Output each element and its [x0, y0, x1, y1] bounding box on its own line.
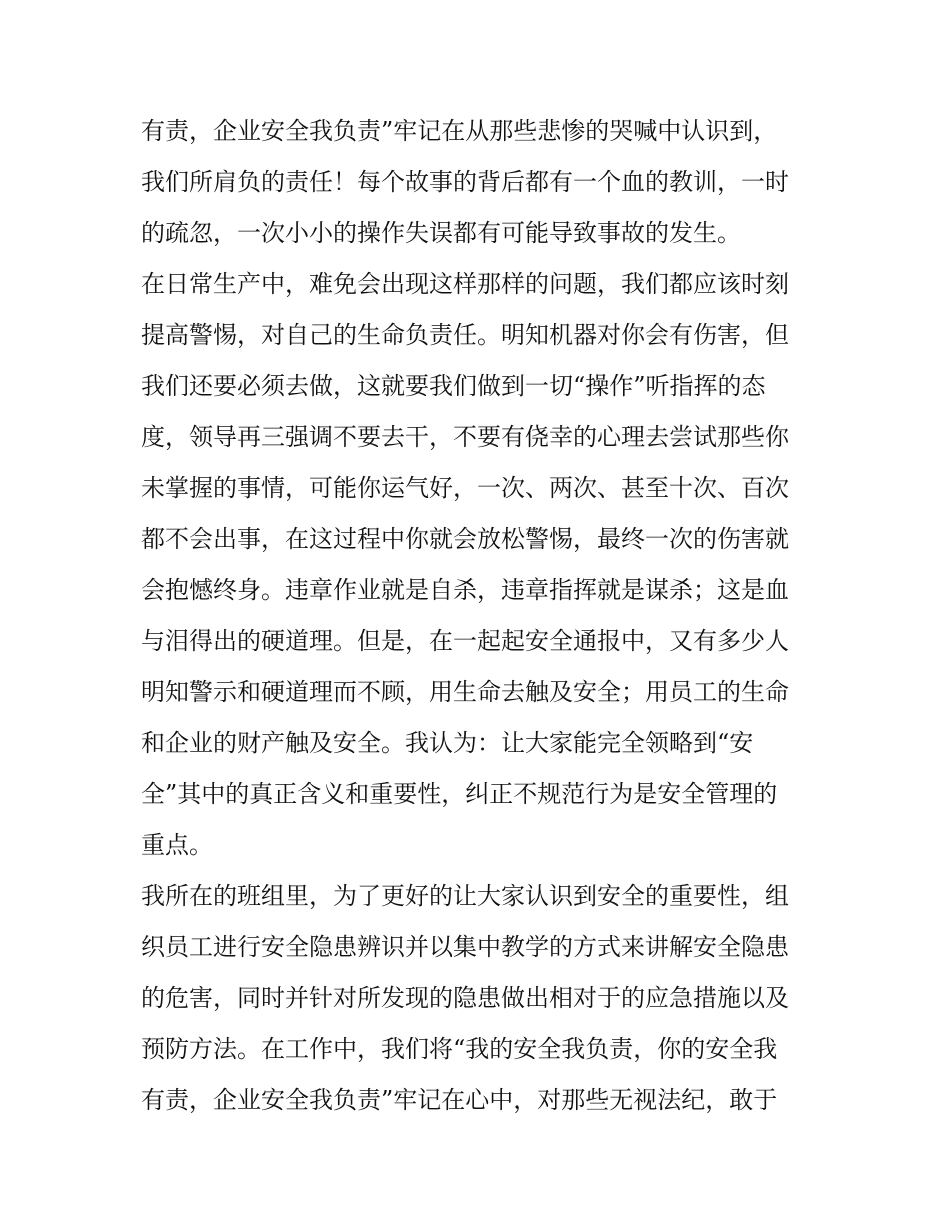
- text-line: 在日常生产中，难免会出现这样那样的问题，我们都应该时刻: [141, 270, 789, 298]
- text-line: 会抱憾终身。违章作业就是自杀，违章指挥就是谋杀；这是血: [141, 576, 789, 604]
- text-line: 和企业的财产触及安全。我认为：让大家能完全领略到“安: [141, 729, 754, 757]
- body-text: [141, 106, 821, 1126]
- text-line: 明知警示和硬道理而不顾，用生命去触及安全；用员工的生命: [141, 678, 789, 706]
- text-line: 我们还要必须去做，这就要我们做到一切“操作”听指挥的态: [141, 372, 766, 400]
- text-line: 度，领导再三强调不要去干，不要有侥幸的心理去尝试那些你: [141, 423, 789, 451]
- text-line: 重点。: [141, 831, 213, 859]
- text-line: 有责，企业安全我负责”牢记在从那些悲惨的哭喊中认识到，: [141, 117, 778, 145]
- text-line: 有责，企业安全我负责”牢记在心中，对那些无视法纪，敢于: [141, 1086, 778, 1114]
- text-line: 预防方法。在工作中，我们将“我的安全我负责，你的安全我: [141, 1035, 778, 1063]
- text-line: 我所在的班组里，为了更好的让大家认识到安全的重要性，组: [141, 882, 789, 910]
- text-line: 未掌握的事情，可能你运气好，一次、两次、甚至十次、百次: [141, 474, 789, 502]
- text-line: 的疏忽，一次小小的操作失误都有可能导致事故的发生。: [141, 219, 741, 247]
- text-line: 织员工进行安全隐患辨识并以集中教学的方式来讲解安全隐患: [141, 933, 789, 961]
- text-line: 与泪得出的硬道理。但是，在一起起安全通报中，又有多少人: [141, 627, 789, 655]
- text-line: 我们所肩负的责任！每个故事的背后都有一个血的教训，一时: [141, 168, 789, 196]
- text-line: 提高警惕，对自己的生命负责任。明知机器对你会有伤害，但: [141, 321, 789, 349]
- text-line: 都不会出事，在这过程中你就会放松警惕，最终一次的伤害就: [141, 525, 789, 553]
- text-line: 的危害，同时并针对所发现的隐患做出相对于的应急措施以及: [141, 984, 789, 1012]
- text-line: 全”其中的真正含义和重要性，纠正不规范行为是安全管理的: [141, 780, 778, 808]
